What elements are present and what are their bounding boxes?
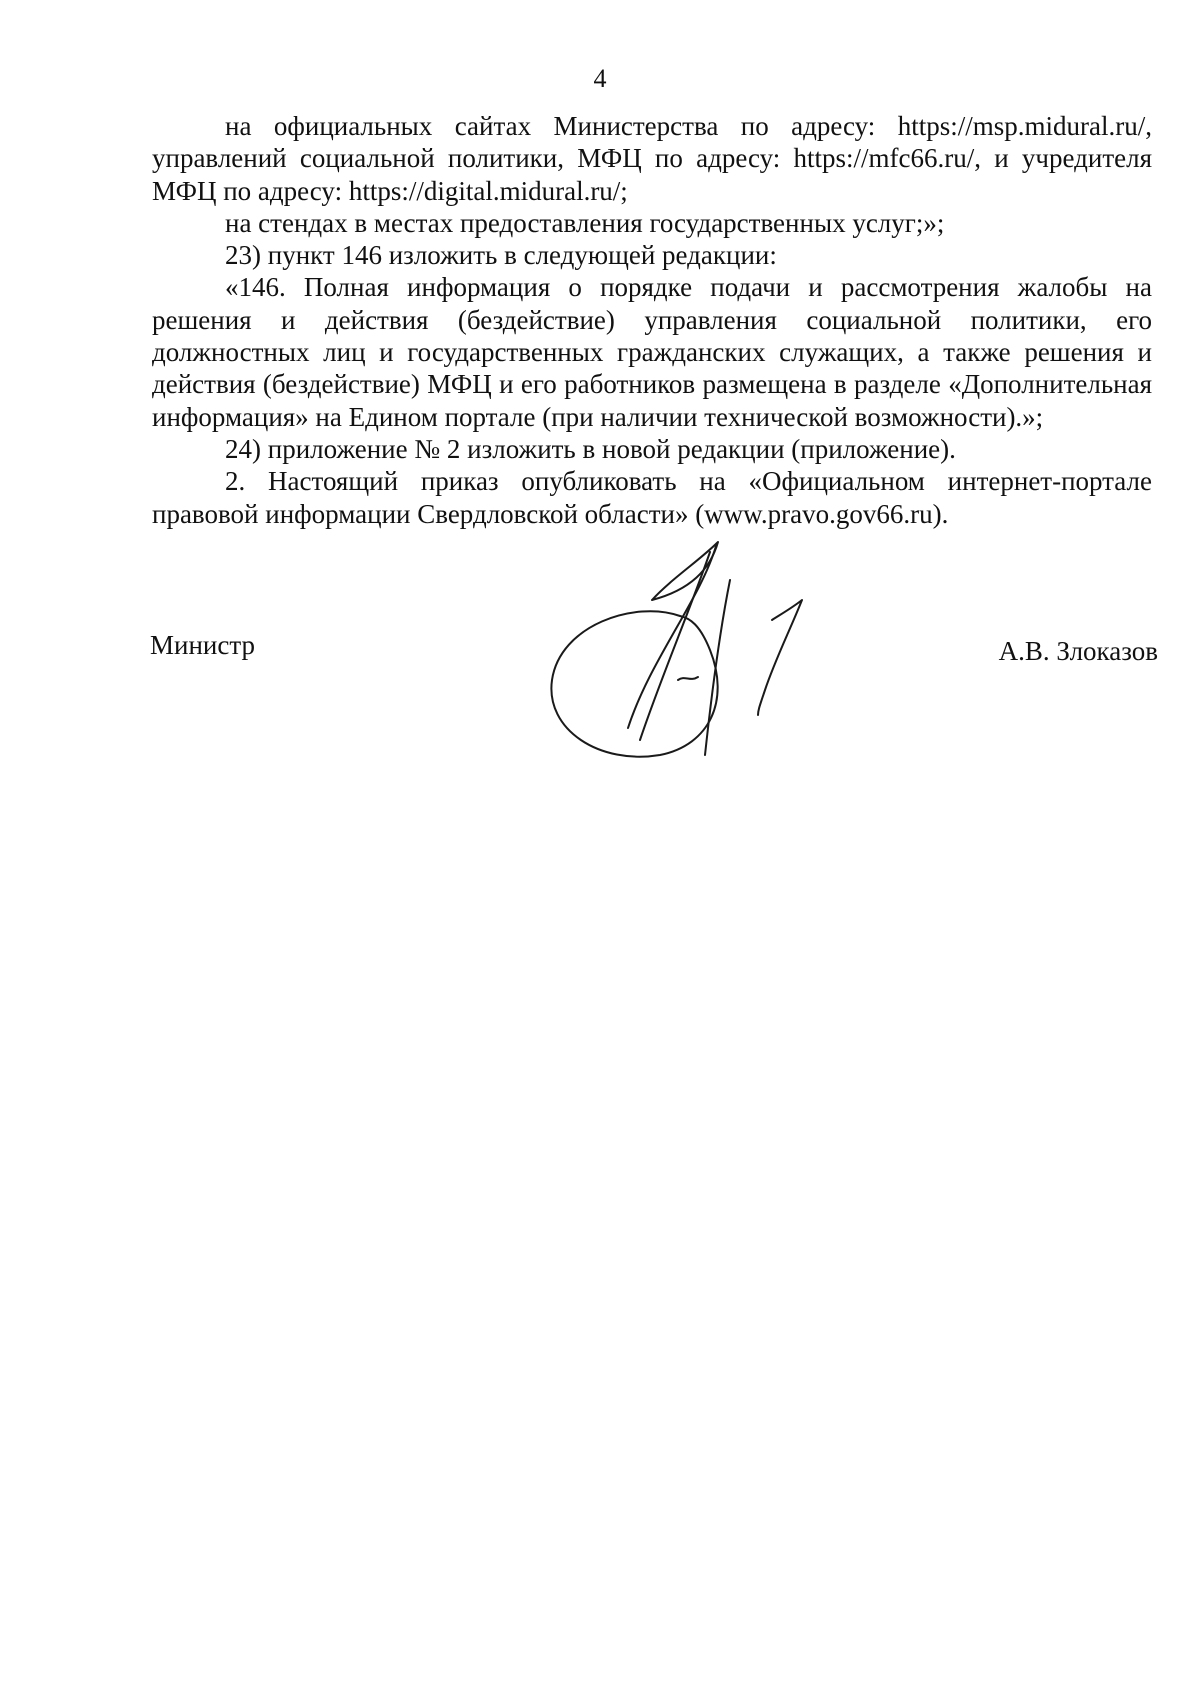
paragraph-websites-text: на официальных сайтах Министерства по адресу: https://msp.midural.ru/, управлений социальной политики, МФЦ по адресу: https://mfc66.ru/, и учредителя МФЦ по адресу: https://digital.midural.ru/; bbox=[152, 111, 1152, 206]
document-body bbox=[152, 110, 1152, 530]
paragraph-publish: 2. Настоящий приказ опубликовать на «Официальном интернет-портале правовой информации Свердловской области» (www.pravo.gov66.ru). bbox=[152, 466, 1152, 529]
signatory-name: А.В. Злоказов bbox=[998, 636, 1158, 666]
paragraph-websites bbox=[152, 110, 1152, 207]
signatory-title: Министр bbox=[150, 630, 255, 660]
page-number: 4 bbox=[593, 64, 607, 93]
paragraph-item-23: 23) пункт 146 изложить в следующей редакции: bbox=[225, 240, 777, 271]
paragraph-item-146: «146. Полная информация о порядке подачи и рассмотрения жалобы на решения и действия (бездействие) управления социальной политики, его должностных лиц и государственных гражданских служащих, а также решения и действия (бездействие) МФЦ и его работников размещена в разделе «Дополнительная информация» на Едином портале (при наличии технической возможности).»; bbox=[152, 272, 1152, 432]
paragraph-stands: на стендах в местах предоставления государственных услуг;»; bbox=[225, 207, 945, 238]
handwritten-signature bbox=[540, 540, 840, 770]
paragraph-item-24: 24) приложение № 2 изложить в новой редакции (приложение). bbox=[225, 433, 956, 464]
